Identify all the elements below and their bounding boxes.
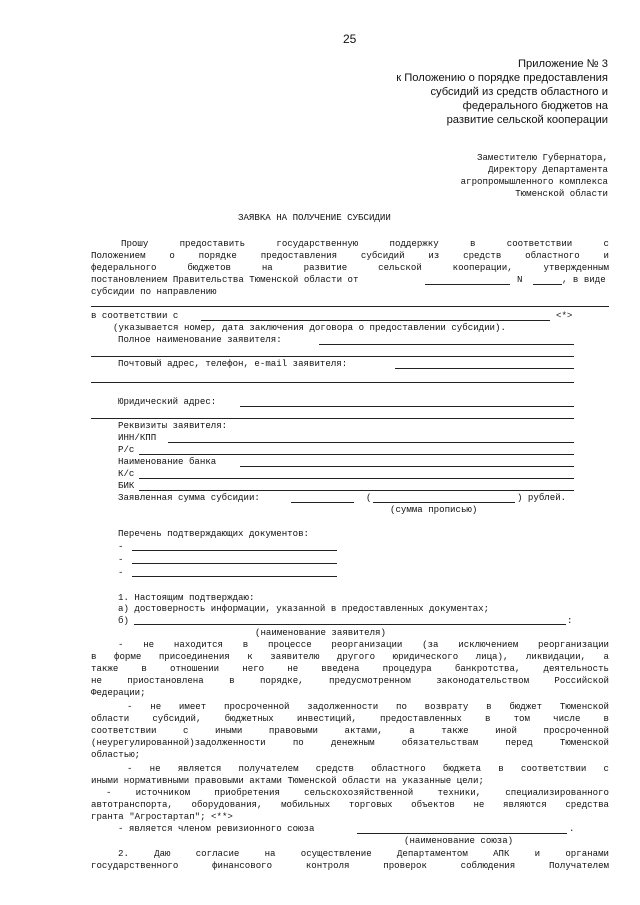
confirm-b: б): [118, 615, 129, 626]
intro-line-2: Положением о порядке предоставления субсидий из средств областного и: [91, 250, 609, 261]
decree-date-field[interactable]: [425, 284, 510, 285]
accordance-footnote-mark: <*>: [556, 310, 573, 321]
item5-line: - является членом ревизионного союза: [118, 823, 315, 834]
full-name-label: Полное наименование заявителя:: [118, 334, 282, 345]
full-name-field-2[interactable]: [91, 356, 574, 357]
item2-line-5: областью;: [91, 749, 141, 760]
full-name-field[interactable]: [319, 344, 574, 345]
union-name-field[interactable]: [357, 833, 567, 834]
item1-line-2: в форме присоединения к заявителю другого юридического лица), ликвидации, а: [91, 651, 609, 662]
document-field-2[interactable]: [132, 563, 337, 564]
appendix-line-2: к Положению о порядке предоставления: [396, 72, 608, 84]
addressee-line-1: Заместителю Губернатора,: [477, 152, 608, 163]
confirm-b-hint: (наименование заявителя): [255, 627, 386, 638]
postal-label: Почтовый адрес, телефон, e-mail заявителя:: [118, 358, 348, 369]
legal-label: Юридический адрес:: [118, 396, 217, 407]
ks-field[interactable]: [139, 478, 574, 479]
rs-label: Р/с: [118, 444, 135, 455]
appendix-line-4: федерального бюджетов на: [462, 100, 608, 112]
amount-close: ) рублей.: [517, 492, 567, 503]
appendix-line-1: Приложение № 3: [517, 58, 608, 70]
accordance-hint: (указывается номер, дата заключения договора о предоставлении субсидии).: [113, 322, 506, 333]
postal-field-2[interactable]: [91, 382, 574, 383]
amount-number-field[interactable]: [291, 502, 354, 503]
addressee-line-3: агропромышленного комплекса: [460, 176, 608, 187]
item4-line-1: - источником приобретения сельскохозяйственной техники, специализированного: [106, 787, 609, 798]
intro-line-4c: , в виде: [562, 274, 606, 285]
item2-line-3: соответствии с иными правовыми актами, а также иной просроченной: [91, 725, 609, 736]
document-dash-3: -: [118, 567, 124, 578]
intro-line-1: Прошу предоставить государственную поддержку в соответствии с: [121, 238, 609, 249]
confirm-a: а) достоверность информации, указанной в предоставленных документах;: [118, 603, 490, 614]
addressee-line-4: Тюменской области: [515, 188, 608, 199]
subsidy-direction-field[interactable]: [91, 306, 609, 307]
item5-hint: (наименование союза): [404, 835, 514, 846]
appendix-line-3: субсидий из средств областного и: [430, 86, 608, 98]
documents-header: Перечень подтверждающих документов:: [118, 528, 309, 539]
item2-line-2: области субсидий, бюджетных инвестиций, предоставленных в том числе в: [91, 713, 609, 724]
consent-line-1: 2. Даю согласие на осуществление Департаментом АПК и органами: [118, 848, 609, 859]
item2-line-1: - не имеет просроченной задолженности по возврату в бюджет Тюменской: [127, 701, 609, 712]
consent-line-2: государственного финансового контроля проверок соблюдения Получателем: [91, 860, 609, 871]
amount-label: Заявленная сумма субсидии:: [118, 492, 260, 503]
ks-label: К/с: [118, 468, 135, 479]
amount-hint: (сумма прописью): [390, 504, 478, 515]
page-number: 25: [343, 32, 357, 46]
document-dash-1: -: [118, 541, 124, 552]
document-field-3[interactable]: [132, 576, 337, 577]
document-field-1[interactable]: [132, 550, 337, 551]
addressee-line-2: Директору Департамента: [487, 164, 608, 175]
amount-open-paren: (: [366, 492, 372, 503]
intro-line-3: федерального бюджетов на развитие сельской кооперации, утвержденным: [91, 262, 609, 273]
intro-n-label: N: [517, 274, 523, 285]
item1-line-3: также в отношении него не введена процедура банкротства, деятельность: [91, 663, 609, 674]
intro-line-5: субсидии по направлению: [91, 286, 217, 297]
bank-label: Наименование банка: [118, 456, 217, 467]
confirm-heading: 1. Настоящим подтверждаю:: [118, 592, 255, 603]
appendix-line-5: развитие сельской кооперации: [446, 114, 608, 126]
legal-field[interactable]: [240, 406, 574, 407]
confirm-b-colon: :: [567, 615, 573, 626]
item3-line-1: - не является получателем средств областного бюджета в соответствии с: [127, 763, 609, 774]
item1-line-1: - не находится в процессе реорганизации (за исключением реорганизации: [118, 639, 609, 650]
document-dash-2: -: [118, 554, 124, 565]
item1-line-4: не приостановлена в порядке, предусмотренном законодательством Российской: [91, 675, 609, 686]
form-title: ЗАЯВКА НА ПОЛУЧЕНИЕ СУБСИДИИ: [238, 212, 391, 223]
item2-line-4: (неурегулированной)задолженности по денежным обязательствам перед Тюменской: [91, 737, 609, 748]
item4-line-2: автотранспорта, оборудования, мобильных торговых объектов не являются средства: [91, 799, 609, 810]
applicant-name-field[interactable]: [134, 624, 566, 625]
item5-end: .: [569, 823, 575, 834]
item1-line-5: Федерации;: [91, 687, 146, 698]
accordance-prefix: в соответствии с: [91, 310, 179, 321]
item3-line-2: иными нормативными правовыми актами Тюменской области на указанные цели;: [91, 775, 484, 786]
contract-field[interactable]: [201, 320, 550, 321]
bik-field[interactable]: [139, 490, 574, 491]
inn-label: ИНН/КПП: [118, 432, 157, 443]
inn-field[interactable]: [168, 442, 574, 443]
requisites-label: Реквизиты заявителя:: [118, 420, 228, 431]
item4-line-3: гранта "Агростартап"; <**>: [91, 811, 233, 822]
decree-number-field[interactable]: [533, 284, 562, 285]
rs-field[interactable]: [139, 454, 574, 455]
amount-words-field[interactable]: [373, 502, 515, 503]
legal-field-2[interactable]: [91, 418, 574, 419]
bik-label: БИК: [118, 480, 135, 491]
postal-field[interactable]: [395, 368, 574, 369]
intro-line-4a: постановлением Правительства Тюменской области от: [91, 274, 359, 285]
bank-field[interactable]: [240, 466, 574, 467]
